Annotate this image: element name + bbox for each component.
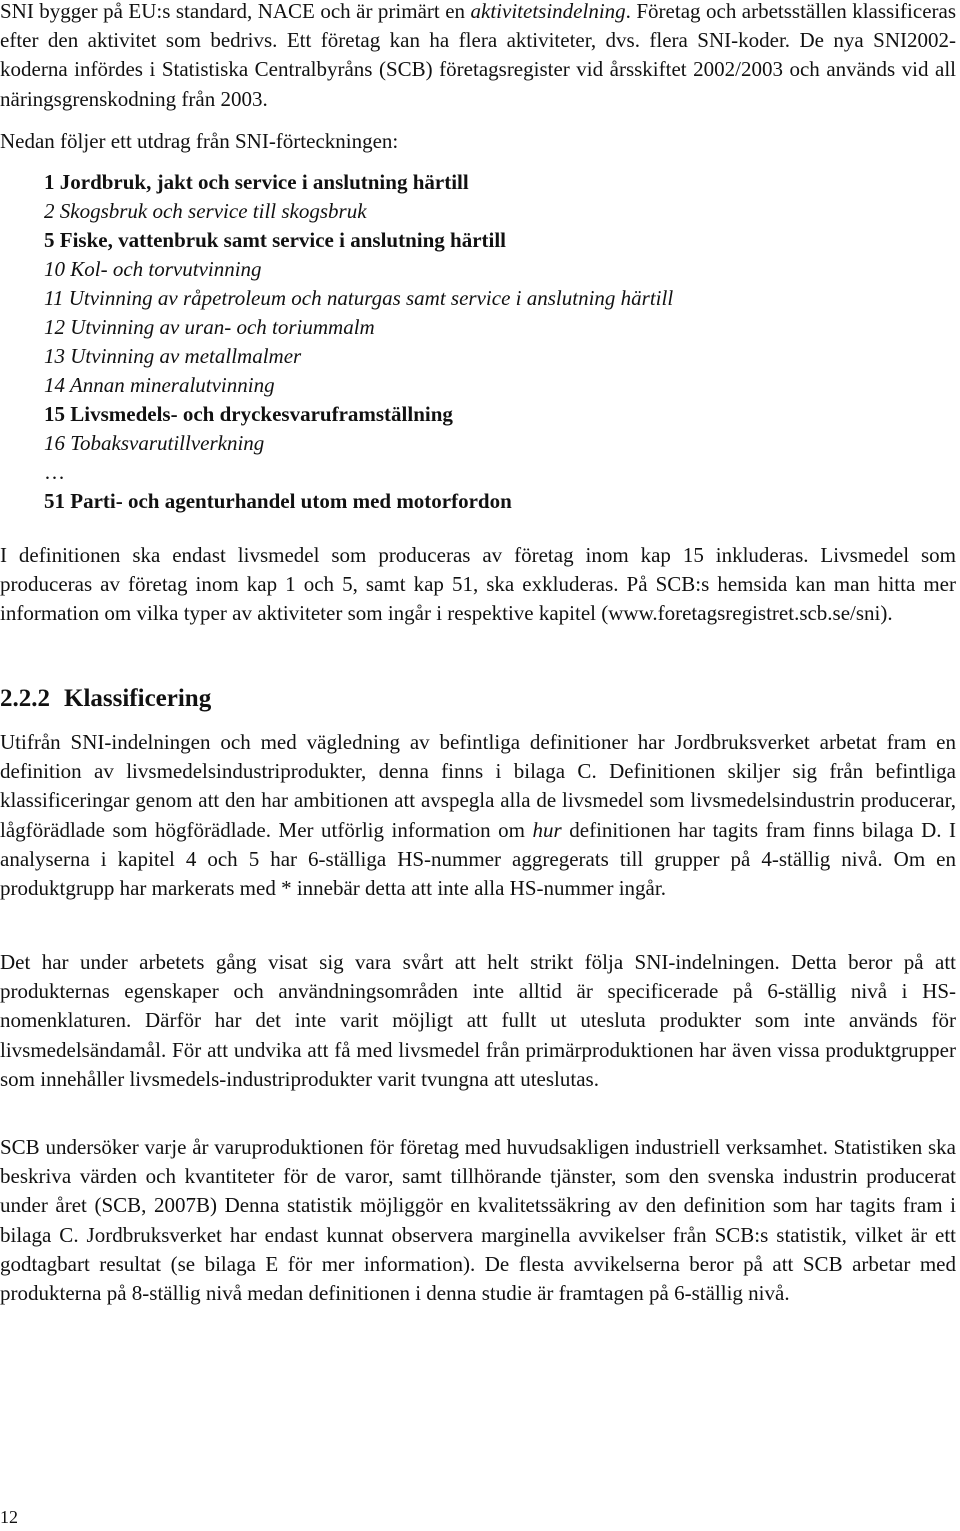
- sni-list-item: 15 Livsmedels- och dryckesvaruframställning: [44, 402, 453, 426]
- section-heading: [0, 682, 211, 716]
- intro-paragraph: [0, 0, 956, 114]
- sni-list-item: 11 Utvinning av råpetroleum och naturgas samt service i anslutning härtill: [44, 286, 674, 310]
- classification-text-2: definitionen har tagits fram finns bilaga D. I analyserna i kapitel 4 och 5 har 6-ställiga HS-nummer aggregerats till grupper på 4-ställig nivå. Om en produktgrupp har markerats med * innebär detta att inte alla HS-nummer ingår.: [0, 817, 956, 901]
- intro-italic-term: aktivitetsindelning: [470, 0, 626, 23]
- sni-list-item: 14 Annan mineralutvinning: [44, 373, 275, 397]
- classification-italic-word: hur: [532, 817, 562, 842]
- sni-list-item: 5 Fiske, vattenbruk samt service i anslutning härtill: [44, 228, 507, 252]
- classification-paragraph-2: Det har under arbetets gång visat sig vara svårt att helt strikt följa SNI-indelningen. Detta beror på att produkternas egenskaper och användningsområden inte alltid är specificerade på 6-ställig nivå i HS-nomenklaturen. Därför har det inte varit möjligt att fullt ut utesluta produkter som inte används för livsmedelsändamål. För att undvika att få med livsmedel från primärproduktionen har även vissa produktgrupper som innehåller livsmedels-industriprodukter varit tvungna att uteslutas.: [0, 950, 956, 1091]
- sni-code-list: [44, 168, 924, 516]
- sni-list-item: 2 Skogsbruk och service till skogsbruk: [44, 199, 367, 223]
- classification-paragraph-1: [0, 728, 956, 903]
- list-intro-sentence: Nedan följer ett utdrag från SNI-förteckningen:: [0, 129, 399, 153]
- page-number: 12: [0, 1507, 18, 1527]
- sni-list-item: 51 Parti- och agenturhandel utom med motorfordon: [44, 489, 512, 513]
- section-title: Klassificering: [64, 685, 212, 712]
- definition-paragraph: I definitionen ska endast livsmedel som produceras av företag inom kap 15 inkluderas. Livsmedel som produceras av företag inom kap 1 och 5, samt kap 51, ska exkluderas. På SCB:s hemsida kan man hitta mer information om vilka typer av aktiviteter som ingår i respektive kapitel (www.foretagsregistret.scb.se/sni).: [0, 543, 956, 626]
- intro-text-1: SNI bygger på EU:s standard, NACE och är primärt en: [0, 0, 471, 23]
- sni-list-item: 16 Tobaksvarutillverkning: [44, 431, 265, 455]
- sni-list-item: 12 Utvinning av uran- och toriummalm: [44, 315, 375, 339]
- classification-text-1: Utifrån SNI-indelningen och med vägledning av befintliga definitioner har Jordbruksverket arbetat fram en definition av livsmedelsindustriprodukter, denna finns i bilaga C. Definitionen skiljer sig från befintliga klassificeringar genom att den har ambitionen att avspegla alla de livsmedel som livsmedelsindustrin producerar, lågförädlade som högförädlade. Mer utförlig information om: [0, 730, 956, 842]
- sni-list-item: 13 Utvinning av metallmalmer: [44, 344, 302, 368]
- intro-text-2: . Företag och arbetsställen klassificeras efter den aktivitet som bedrivs. Ett företag kan ha flera aktiviteter, dvs. flera SNI-koder. De nya SNI2002-koderna infördes i Statistiska Centralbyråns (SCB) företagsregister vid årsskiftet 2002/2003 och används vid all näringsgrenskodning från 2003.: [0, 0, 957, 111]
- sni-list-item: …: [44, 460, 65, 484]
- section-number: 2.2.2: [0, 685, 50, 712]
- sni-list-item: 10 Kol- och torvutvinning: [44, 257, 262, 281]
- classification-paragraph-3: SCB undersöker varje år varuproduktionen för företag med huvudsakligen industriell verksamhet. Statistiken ska beskriva värden och kvantiteter för de varor, samt tillhörande tjänster, som den svenska industrin producerat under året (SCB, 2007B) Denna statistik möjliggör en kvalitetssäkring av den definition som har tagits fram i bilaga C. Jordbruksverket har endast kunnat observera marginella avvikelser från SCB:s statistik, vilket är ett godtagbart resultat (se bilaga E för mer information). De flesta avvikelserna beror på att SCB arbetar med produkterna på 8-ställig nivå medan definitionen i denna studie är framtagen på 6-ställig nivå.: [0, 1135, 956, 1306]
- sni-list-item: 1 Jordbruk, jakt och service i anslutning härtill: [44, 170, 469, 194]
